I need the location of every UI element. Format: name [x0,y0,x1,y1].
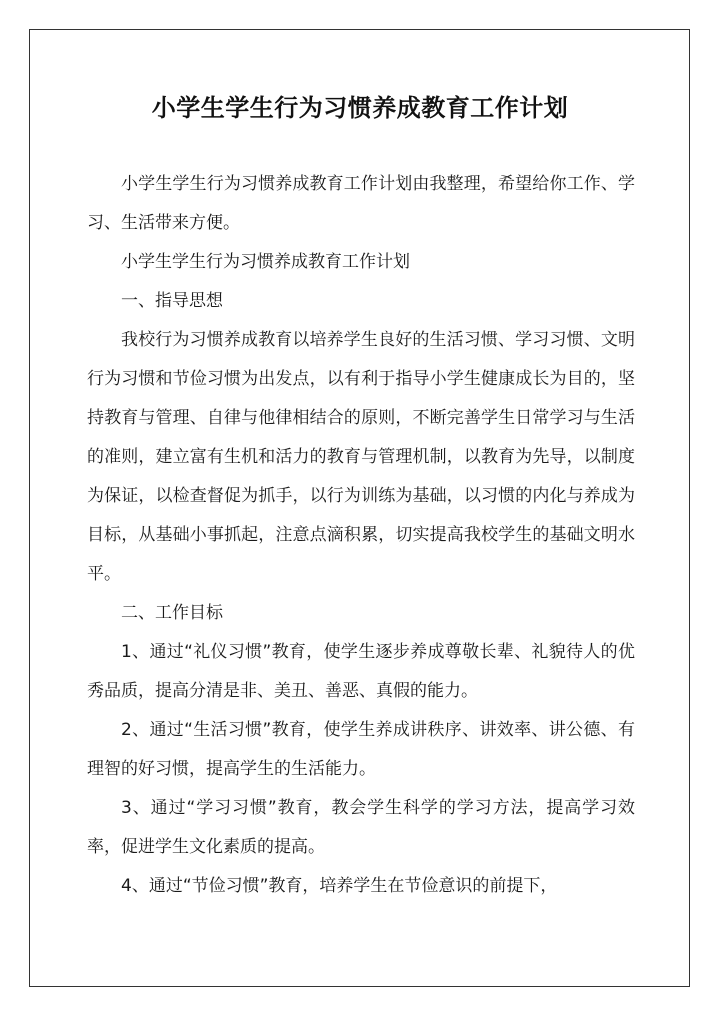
section-heading-work-goals: 二、工作目标 [121,603,223,623]
document-body [87,165,635,906]
guiding-thought-paragraph: 我校行为习惯养成教育以培养学生良好的生活习惯、学习习惯、文明行为习惯和节俭习惯为出发点，以有利于指导小学生健康成长为目的，坚持教育与管理、自律与他律相结合的原则，不断完善学生日常学习与生活的准则，建立富有生机和活力的教育与管理机制，以教育为先导，以制度为保证，以检查督促为抓手，以行为训练为基础，以习惯的内化与养成为目标，从基础小事抓起，注意点滴积累，切实提高我校学生的基础文明水平。 [87,330,635,584]
subtitle-paragraph: 小学生学生行为习惯养成教育工作计划 [121,252,410,272]
goal-item-1: 1、通过“礼仪习惯”教育，使学生逐步养成尊敬长辈、礼貌待人的优秀品质，提高分清是非、美丑、善恶、真假的能力。 [87,642,635,701]
intro-paragraph: 小学生学生行为习惯养成教育工作计划由我整理，希望给你工作、学习、生活带来方便。 [87,174,635,233]
goal-item-2: 2、通过“生活习惯”教育，使学生养成讲秩序、讲效率、讲公德、有理智的好习惯，提高学生的生活能力。 [87,720,635,779]
goal-item-3: 3、通过“学习习惯”教育，教会学生科学的学习方法，提高学习效率，促进学生文化素质的提高。 [87,798,635,857]
section-heading-guiding-thought: 一、指导思想 [121,291,223,311]
goal-item-4: 4、通过“节俭习惯”教育，培养学生在节俭意识的前提下， [121,876,558,896]
document-title: 小学生学生行为习惯养成教育工作计划 [151,93,569,122]
